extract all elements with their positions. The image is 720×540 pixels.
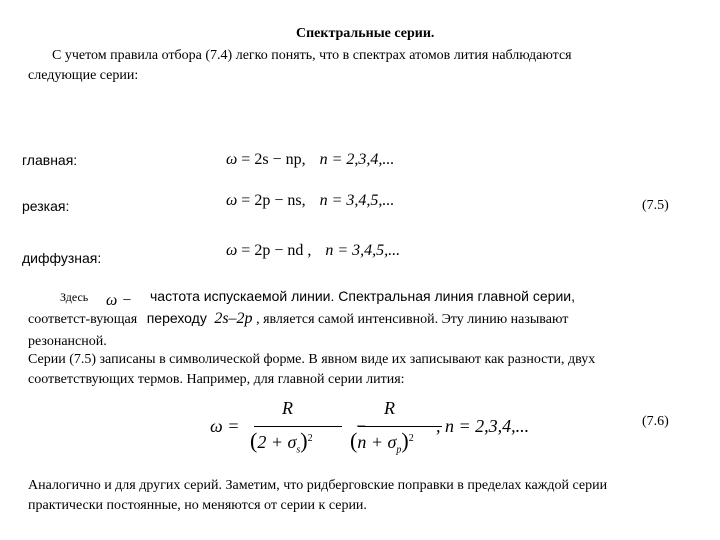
equation-number-7-6: (7.6): [642, 414, 669, 429]
series-eq-sharp: = 2p − ns,: [241, 192, 306, 209]
formula-lhs: ω =: [210, 416, 240, 436]
omega-minus-symbol: ω −: [106, 292, 133, 309]
numerator-2: R: [384, 398, 395, 418]
den2-sup: 2: [408, 433, 414, 444]
series-n-sharp: n = 3,4,5,...: [319, 192, 395, 209]
series-n-diffuse: n = 3,4,5,...: [325, 242, 401, 259]
series-eq-diffuse: = 2p − nd ,: [241, 242, 312, 259]
fraction-bar-2: [358, 426, 442, 427]
den1-sup: 2: [307, 433, 313, 444]
para4-line2: практически постоянные, но меняются от серии к серии.: [28, 498, 367, 513]
para2-word-transition: переходу: [146, 310, 207, 326]
series-label-diffuse: диффузная:: [22, 250, 102, 266]
para2-line2: [28, 310, 568, 328]
para2-line1: частота испускаемой линии. Спектральная линия главной серии,: [150, 288, 575, 304]
series-n-main: n = 2,3,4,...: [319, 151, 395, 168]
omega-symbol: ω: [226, 151, 238, 168]
omega-symbol: ω: [226, 192, 238, 209]
den1-sub: s: [296, 444, 301, 456]
series-equation-sharp: [226, 192, 394, 210]
formula-n-range: , n = 2,3,4,...: [436, 416, 530, 436]
section-title: Спектральные серии.: [296, 26, 435, 41]
fraction-bar-1: [254, 426, 342, 427]
intro-line-2: следующие серии:: [28, 68, 139, 83]
intro-line-1: С учетом правила отбора (7.4) легко понять, что в спектрах атомов лития наблюдаются: [52, 48, 572, 63]
para2-line3: резонансной.: [28, 334, 107, 349]
para2-word-corresponding: соответст-вующая: [28, 312, 138, 327]
para3-line1: Серии (7.5) записаны в символической форме. В явном виде их записывают как разности, двух: [28, 352, 596, 367]
formula-7-6: [210, 398, 570, 462]
den1-text: 2 + σ: [257, 432, 297, 452]
zdes-word: Здесь: [60, 290, 89, 304]
denominator-2: $(n + \sigma_p)^2$: [350, 428, 414, 456]
formula-minus: −: [356, 416, 367, 436]
para4-line1: Аналогично и для других серий. Заметим, что ридберговские поправки в пределах каждой серии: [28, 478, 608, 493]
den2-text: n + σ: [357, 432, 397, 452]
series-eq-main: = 2s − np,: [241, 151, 306, 168]
para3-line2: соответствующих термов. Например, для главной серии лития:: [28, 372, 405, 387]
series-label-sharp: резкая:: [22, 198, 70, 214]
para2-line2-rest: , является самой интенсивной. Эту линию называют: [256, 312, 569, 327]
denominator-1: $(2 + \sigma_s)^2$: [250, 428, 313, 456]
den2-sub: p: [396, 444, 402, 456]
omega-symbol: ω: [226, 242, 238, 259]
numerator-1: R: [282, 398, 293, 418]
transition-math: 2s–2p: [214, 310, 253, 327]
series-equation-main: [226, 151, 394, 169]
series-label-main: главная:: [22, 152, 78, 168]
equation-number-7-5: (7.5): [642, 198, 669, 213]
series-equation-diffuse: [226, 242, 400, 260]
